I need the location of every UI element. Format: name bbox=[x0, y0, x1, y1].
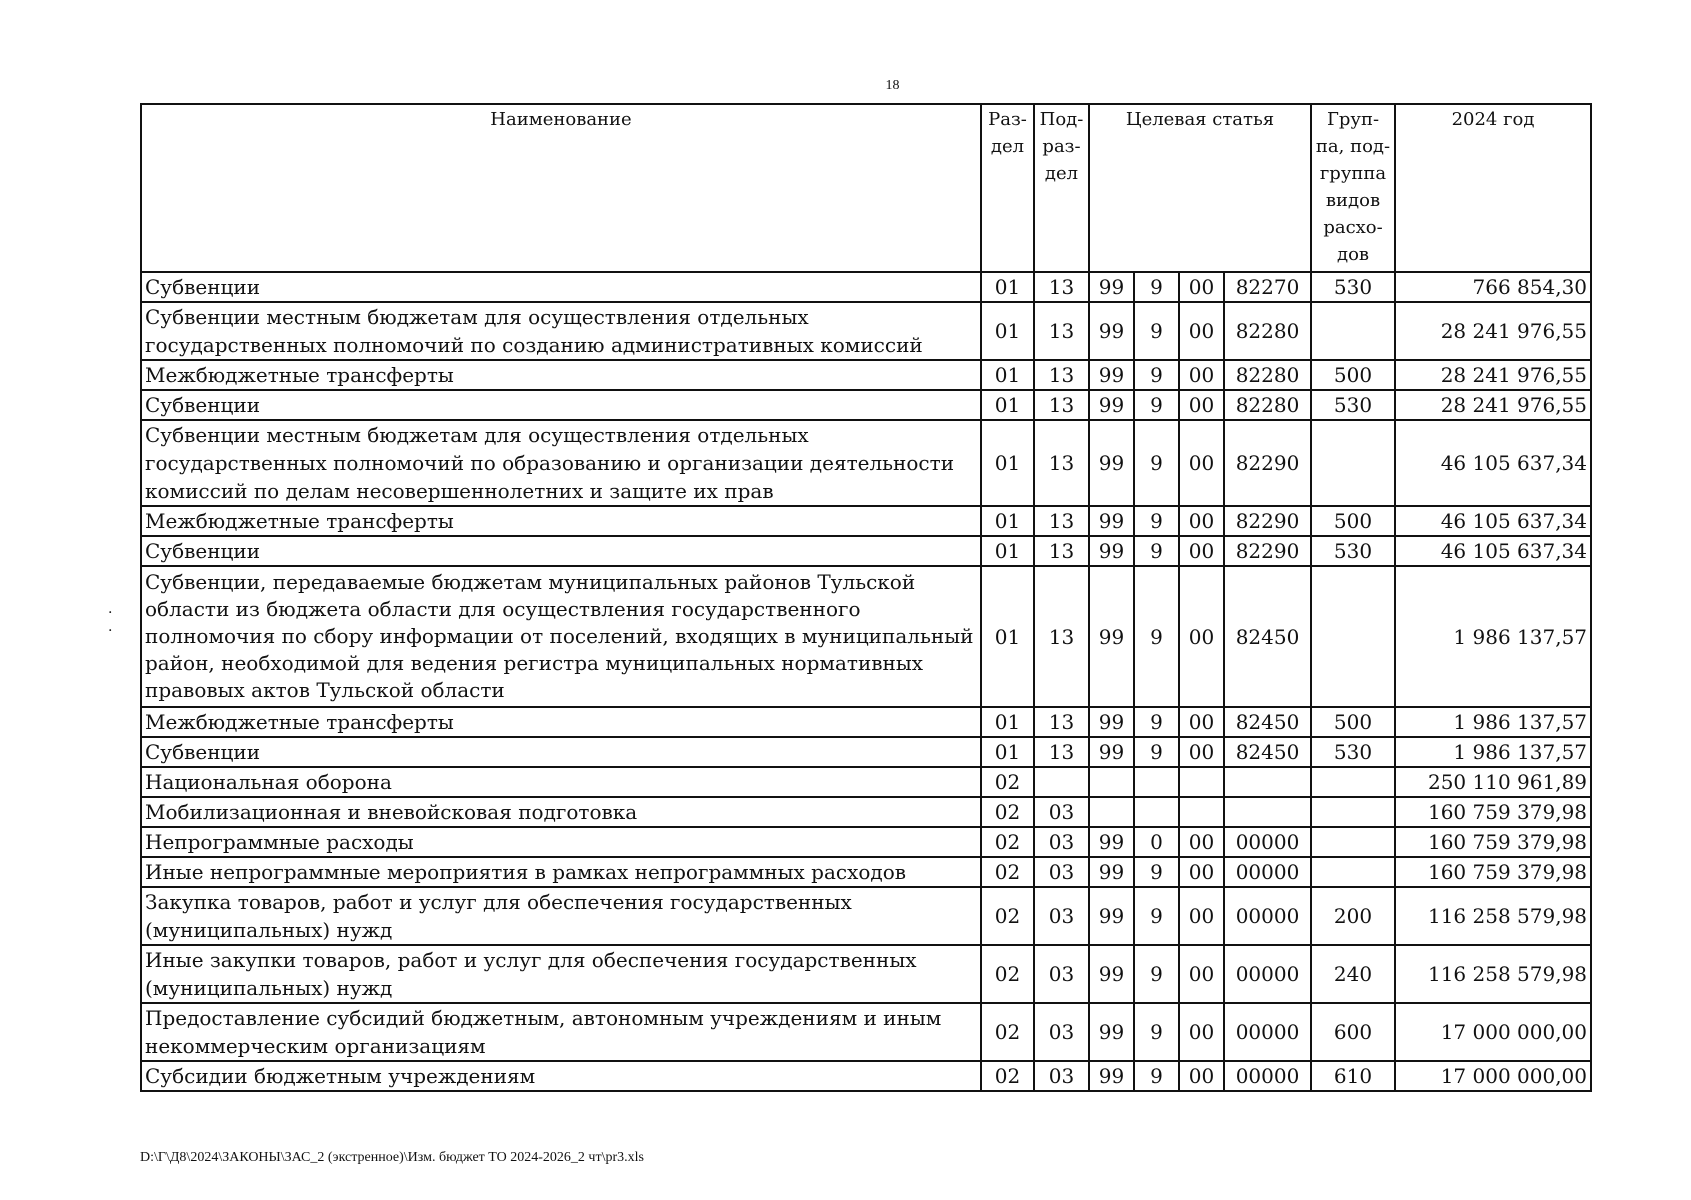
cell-target-direction: 82290 bbox=[1224, 420, 1311, 506]
cell-target-direction: 82280 bbox=[1224, 302, 1311, 360]
cell-target-program: 99 bbox=[1089, 1003, 1134, 1061]
cell-podrazdel bbox=[1034, 767, 1089, 797]
cell-razdel: 02 bbox=[981, 767, 1034, 797]
cell-name: Субсидии бюджетным учреждениям bbox=[141, 1061, 981, 1091]
cell-name: Субвенции, передаваемые бюджетам муниципальных районов Тульской области из бюджета области для осуществления государственного полномочия по сбору информации от поселений, входящих в муниципальный район, необходимой для ведения регистра муниципальных нормативных правовых актов Тульской области bbox=[141, 566, 981, 707]
cell-target-event: 00 bbox=[1179, 857, 1224, 887]
cell-target-event bbox=[1179, 767, 1224, 797]
cell-amount-2024: 1 986 137,57 bbox=[1395, 566, 1591, 707]
cell-razdel: 02 bbox=[981, 1061, 1034, 1091]
table-row bbox=[141, 536, 1591, 566]
cell-podrazdel: 13 bbox=[1034, 566, 1089, 707]
cell-expense-group: 530 bbox=[1311, 390, 1395, 420]
cell-expense-group: 500 bbox=[1311, 506, 1395, 536]
cell-name: Национальная оборона bbox=[141, 767, 981, 797]
header-razdel: Раз- дел bbox=[981, 104, 1034, 272]
header-year-2024: 2024 год bbox=[1395, 104, 1591, 272]
cell-target-event: 00 bbox=[1179, 272, 1224, 302]
margin-mark: . . bbox=[108, 601, 113, 635]
cell-podrazdel: 03 bbox=[1034, 945, 1089, 1003]
cell-name: Межбюджетные трансферты bbox=[141, 707, 981, 737]
cell-target-event bbox=[1179, 797, 1224, 827]
cell-target-program: 99 bbox=[1089, 506, 1134, 536]
cell-razdel: 01 bbox=[981, 737, 1034, 767]
cell-amount-2024: 160 759 379,98 bbox=[1395, 797, 1591, 827]
cell-razdel: 01 bbox=[981, 390, 1034, 420]
cell-name: Мобилизационная и вневойсковая подготовка bbox=[141, 797, 981, 827]
cell-amount-2024: 28 241 976,55 bbox=[1395, 360, 1591, 390]
cell-amount-2024: 160 759 379,98 bbox=[1395, 857, 1591, 887]
cell-target-program: 99 bbox=[1089, 857, 1134, 887]
cell-amount-2024: 116 258 579,98 bbox=[1395, 887, 1591, 945]
cell-razdel: 01 bbox=[981, 302, 1034, 360]
cell-podrazdel: 13 bbox=[1034, 737, 1089, 767]
cell-target-direction: 82450 bbox=[1224, 737, 1311, 767]
cell-target-type: 9 bbox=[1134, 420, 1179, 506]
cell-target-program: 99 bbox=[1089, 302, 1134, 360]
cell-target-direction: 82450 bbox=[1224, 707, 1311, 737]
cell-target-direction: 82290 bbox=[1224, 506, 1311, 536]
cell-amount-2024: 28 241 976,55 bbox=[1395, 390, 1591, 420]
cell-target-event: 00 bbox=[1179, 1061, 1224, 1091]
cell-target-event: 00 bbox=[1179, 827, 1224, 857]
cell-podrazdel: 13 bbox=[1034, 360, 1089, 390]
cell-target-event: 00 bbox=[1179, 737, 1224, 767]
cell-expense-group bbox=[1311, 857, 1395, 887]
table-row bbox=[141, 707, 1591, 737]
cell-amount-2024: 766 854,30 bbox=[1395, 272, 1591, 302]
cell-podrazdel: 13 bbox=[1034, 536, 1089, 566]
cell-amount-2024: 1 986 137,57 bbox=[1395, 737, 1591, 767]
header-podrazdel: Под- раз- дел bbox=[1034, 104, 1089, 272]
cell-name: Предоставление субсидий бюджетным, автономным учреждениям и иным некоммерческим организациям bbox=[141, 1003, 981, 1061]
page-number: 18 bbox=[885, 78, 900, 93]
cell-amount-2024: 116 258 579,98 bbox=[1395, 945, 1591, 1003]
cell-amount-2024: 250 110 961,89 bbox=[1395, 767, 1591, 797]
cell-amount-2024: 46 105 637,34 bbox=[1395, 420, 1591, 506]
cell-expense-group bbox=[1311, 302, 1395, 360]
cell-target-direction: 00000 bbox=[1224, 857, 1311, 887]
cell-razdel: 01 bbox=[981, 536, 1034, 566]
header-name: Наименование bbox=[141, 104, 981, 272]
cell-target-program: 99 bbox=[1089, 1061, 1134, 1091]
cell-podrazdel: 13 bbox=[1034, 420, 1089, 506]
table-row bbox=[141, 1003, 1591, 1061]
table-row bbox=[141, 857, 1591, 887]
cell-razdel: 02 bbox=[981, 1003, 1034, 1061]
cell-razdel: 02 bbox=[981, 945, 1034, 1003]
budget-table bbox=[140, 103, 1592, 1092]
cell-name: Субвенции местным бюджетам для осуществления отдельных государственных полномочий по образованию и организации деятельности комиссий по делам несовершеннолетних и защите их прав bbox=[141, 420, 981, 506]
cell-target-program: 99 bbox=[1089, 420, 1134, 506]
table-row bbox=[141, 272, 1591, 302]
table-row bbox=[141, 797, 1591, 827]
cell-name: Субвенции местным бюджетам для осуществления отдельных государственных полномочий по созданию административных комиссий bbox=[141, 302, 981, 360]
cell-expense-group bbox=[1311, 566, 1395, 707]
table-row bbox=[141, 887, 1591, 945]
cell-razdel: 02 bbox=[981, 857, 1034, 887]
cell-target-program: 99 bbox=[1089, 737, 1134, 767]
cell-target-direction bbox=[1224, 797, 1311, 827]
cell-podrazdel: 13 bbox=[1034, 506, 1089, 536]
cell-expense-group bbox=[1311, 420, 1395, 506]
cell-target-event: 00 bbox=[1179, 566, 1224, 707]
cell-target-program: 99 bbox=[1089, 827, 1134, 857]
cell-razdel: 01 bbox=[981, 420, 1034, 506]
cell-razdel: 01 bbox=[981, 272, 1034, 302]
cell-target-event: 00 bbox=[1179, 536, 1224, 566]
cell-target-program: 99 bbox=[1089, 707, 1134, 737]
cell-amount-2024: 1 986 137,57 bbox=[1395, 707, 1591, 737]
cell-name: Субвенции bbox=[141, 272, 981, 302]
cell-razdel: 01 bbox=[981, 566, 1034, 707]
table-row bbox=[141, 390, 1591, 420]
table-row bbox=[141, 506, 1591, 536]
cell-target-event: 00 bbox=[1179, 1003, 1224, 1061]
cell-target-event: 00 bbox=[1179, 887, 1224, 945]
cell-expense-group: 530 bbox=[1311, 272, 1395, 302]
cell-expense-group: 530 bbox=[1311, 536, 1395, 566]
cell-target-type: 9 bbox=[1134, 536, 1179, 566]
cell-target-event: 00 bbox=[1179, 420, 1224, 506]
cell-target-type: 9 bbox=[1134, 887, 1179, 945]
table-row bbox=[141, 767, 1591, 797]
cell-target-type: 9 bbox=[1134, 390, 1179, 420]
cell-razdel: 02 bbox=[981, 887, 1034, 945]
cell-expense-group: 500 bbox=[1311, 707, 1395, 737]
cell-target-event: 00 bbox=[1179, 302, 1224, 360]
cell-target-event: 00 bbox=[1179, 390, 1224, 420]
cell-podrazdel: 13 bbox=[1034, 390, 1089, 420]
cell-podrazdel: 03 bbox=[1034, 797, 1089, 827]
cell-target-program bbox=[1089, 797, 1134, 827]
cell-name: Субвенции bbox=[141, 536, 981, 566]
cell-target-type: 9 bbox=[1134, 360, 1179, 390]
cell-podrazdel: 03 bbox=[1034, 1061, 1089, 1091]
cell-expense-group: 600 bbox=[1311, 1003, 1395, 1061]
cell-target-program: 99 bbox=[1089, 536, 1134, 566]
cell-target-event: 00 bbox=[1179, 707, 1224, 737]
table-row bbox=[141, 302, 1591, 360]
cell-name: Иные закупки товаров, работ и услуг для обеспечения государственных (муниципальных) нужд bbox=[141, 945, 981, 1003]
cell-name: Субвенции bbox=[141, 737, 981, 767]
cell-name: Межбюджетные трансферты bbox=[141, 360, 981, 390]
cell-name: Непрограммные расходы bbox=[141, 827, 981, 857]
cell-expense-group bbox=[1311, 797, 1395, 827]
cell-target-type: 9 bbox=[1134, 566, 1179, 707]
cell-target-event: 00 bbox=[1179, 360, 1224, 390]
cell-target-event: 00 bbox=[1179, 506, 1224, 536]
cell-expense-group: 610 bbox=[1311, 1061, 1395, 1091]
cell-razdel: 01 bbox=[981, 707, 1034, 737]
table-header bbox=[141, 104, 1591, 272]
cell-razdel: 01 bbox=[981, 360, 1034, 390]
cell-target-direction: 82270 bbox=[1224, 272, 1311, 302]
cell-amount-2024: 160 759 379,98 bbox=[1395, 827, 1591, 857]
cell-target-direction: 00000 bbox=[1224, 887, 1311, 945]
cell-target-direction: 82450 bbox=[1224, 566, 1311, 707]
cell-name: Иные непрограммные мероприятия в рамках непрограммных расходов bbox=[141, 857, 981, 887]
cell-amount-2024: 28 241 976,55 bbox=[1395, 302, 1591, 360]
cell-target-program bbox=[1089, 767, 1134, 797]
cell-target-direction: 00000 bbox=[1224, 827, 1311, 857]
cell-expense-group: 500 bbox=[1311, 360, 1395, 390]
cell-target-direction: 82280 bbox=[1224, 360, 1311, 390]
cell-podrazdel: 13 bbox=[1034, 707, 1089, 737]
cell-target-type: 9 bbox=[1134, 302, 1179, 360]
cell-target-direction: 82280 bbox=[1224, 390, 1311, 420]
table-row bbox=[141, 1061, 1591, 1091]
table-row bbox=[141, 945, 1591, 1003]
cell-podrazdel: 13 bbox=[1034, 272, 1089, 302]
cell-target-type: 9 bbox=[1134, 707, 1179, 737]
cell-razdel: 02 bbox=[981, 827, 1034, 857]
cell-target-program: 99 bbox=[1089, 360, 1134, 390]
cell-target-type: 9 bbox=[1134, 1061, 1179, 1091]
cell-name: Субвенции bbox=[141, 390, 981, 420]
cell-target-program: 99 bbox=[1089, 887, 1134, 945]
cell-target-program: 99 bbox=[1089, 390, 1134, 420]
cell-amount-2024: 17 000 000,00 bbox=[1395, 1003, 1591, 1061]
cell-expense-group: 200 bbox=[1311, 887, 1395, 945]
cell-amount-2024: 46 105 637,34 bbox=[1395, 506, 1591, 536]
cell-target-direction: 00000 bbox=[1224, 945, 1311, 1003]
cell-target-type: 9 bbox=[1134, 272, 1179, 302]
cell-target-type: 0 bbox=[1134, 827, 1179, 857]
table-body bbox=[141, 272, 1591, 1091]
footer-file-path: D:\Г\Д8\2024\ЗАКОНЫ\ЗАС_2 (экстренное)\Изм. бюджет ТО 2024-2026_2 чт\pr3.xls bbox=[140, 1150, 644, 1165]
table-row bbox=[141, 360, 1591, 390]
cell-target-type: 9 bbox=[1134, 857, 1179, 887]
cell-expense-group bbox=[1311, 767, 1395, 797]
cell-expense-group: 240 bbox=[1311, 945, 1395, 1003]
table-row bbox=[141, 737, 1591, 767]
table-row bbox=[141, 827, 1591, 857]
table-row bbox=[141, 420, 1591, 506]
cell-target-program: 99 bbox=[1089, 272, 1134, 302]
cell-target-type: 9 bbox=[1134, 1003, 1179, 1061]
header-target-article: Целевая статья bbox=[1089, 104, 1311, 272]
cell-amount-2024: 46 105 637,34 bbox=[1395, 536, 1591, 566]
cell-razdel: 02 bbox=[981, 797, 1034, 827]
cell-target-direction bbox=[1224, 767, 1311, 797]
cell-target-direction: 00000 bbox=[1224, 1061, 1311, 1091]
cell-target-direction: 82290 bbox=[1224, 536, 1311, 566]
table-row bbox=[141, 566, 1591, 707]
cell-podrazdel: 03 bbox=[1034, 1003, 1089, 1061]
cell-expense-group: 530 bbox=[1311, 737, 1395, 767]
cell-target-type bbox=[1134, 767, 1179, 797]
header-expense-group: Груп- па, под- группа видов расхо- дов bbox=[1311, 104, 1395, 272]
cell-target-program: 99 bbox=[1089, 566, 1134, 707]
cell-expense-group bbox=[1311, 827, 1395, 857]
cell-podrazdel: 13 bbox=[1034, 302, 1089, 360]
cell-amount-2024: 17 000 000,00 bbox=[1395, 1061, 1591, 1091]
cell-podrazdel: 03 bbox=[1034, 887, 1089, 945]
cell-target-type: 9 bbox=[1134, 945, 1179, 1003]
cell-razdel: 01 bbox=[981, 506, 1034, 536]
cell-name: Закупка товаров, работ и услуг для обеспечения государственных (муниципальных) нужд bbox=[141, 887, 981, 945]
cell-target-direction: 00000 bbox=[1224, 1003, 1311, 1061]
cell-name: Межбюджетные трансферты bbox=[141, 506, 981, 536]
cell-target-type: 9 bbox=[1134, 506, 1179, 536]
cell-target-type bbox=[1134, 797, 1179, 827]
cell-target-program: 99 bbox=[1089, 945, 1134, 1003]
cell-podrazdel: 03 bbox=[1034, 827, 1089, 857]
cell-podrazdel: 03 bbox=[1034, 857, 1089, 887]
cell-target-event: 00 bbox=[1179, 945, 1224, 1003]
cell-target-type: 9 bbox=[1134, 737, 1179, 767]
